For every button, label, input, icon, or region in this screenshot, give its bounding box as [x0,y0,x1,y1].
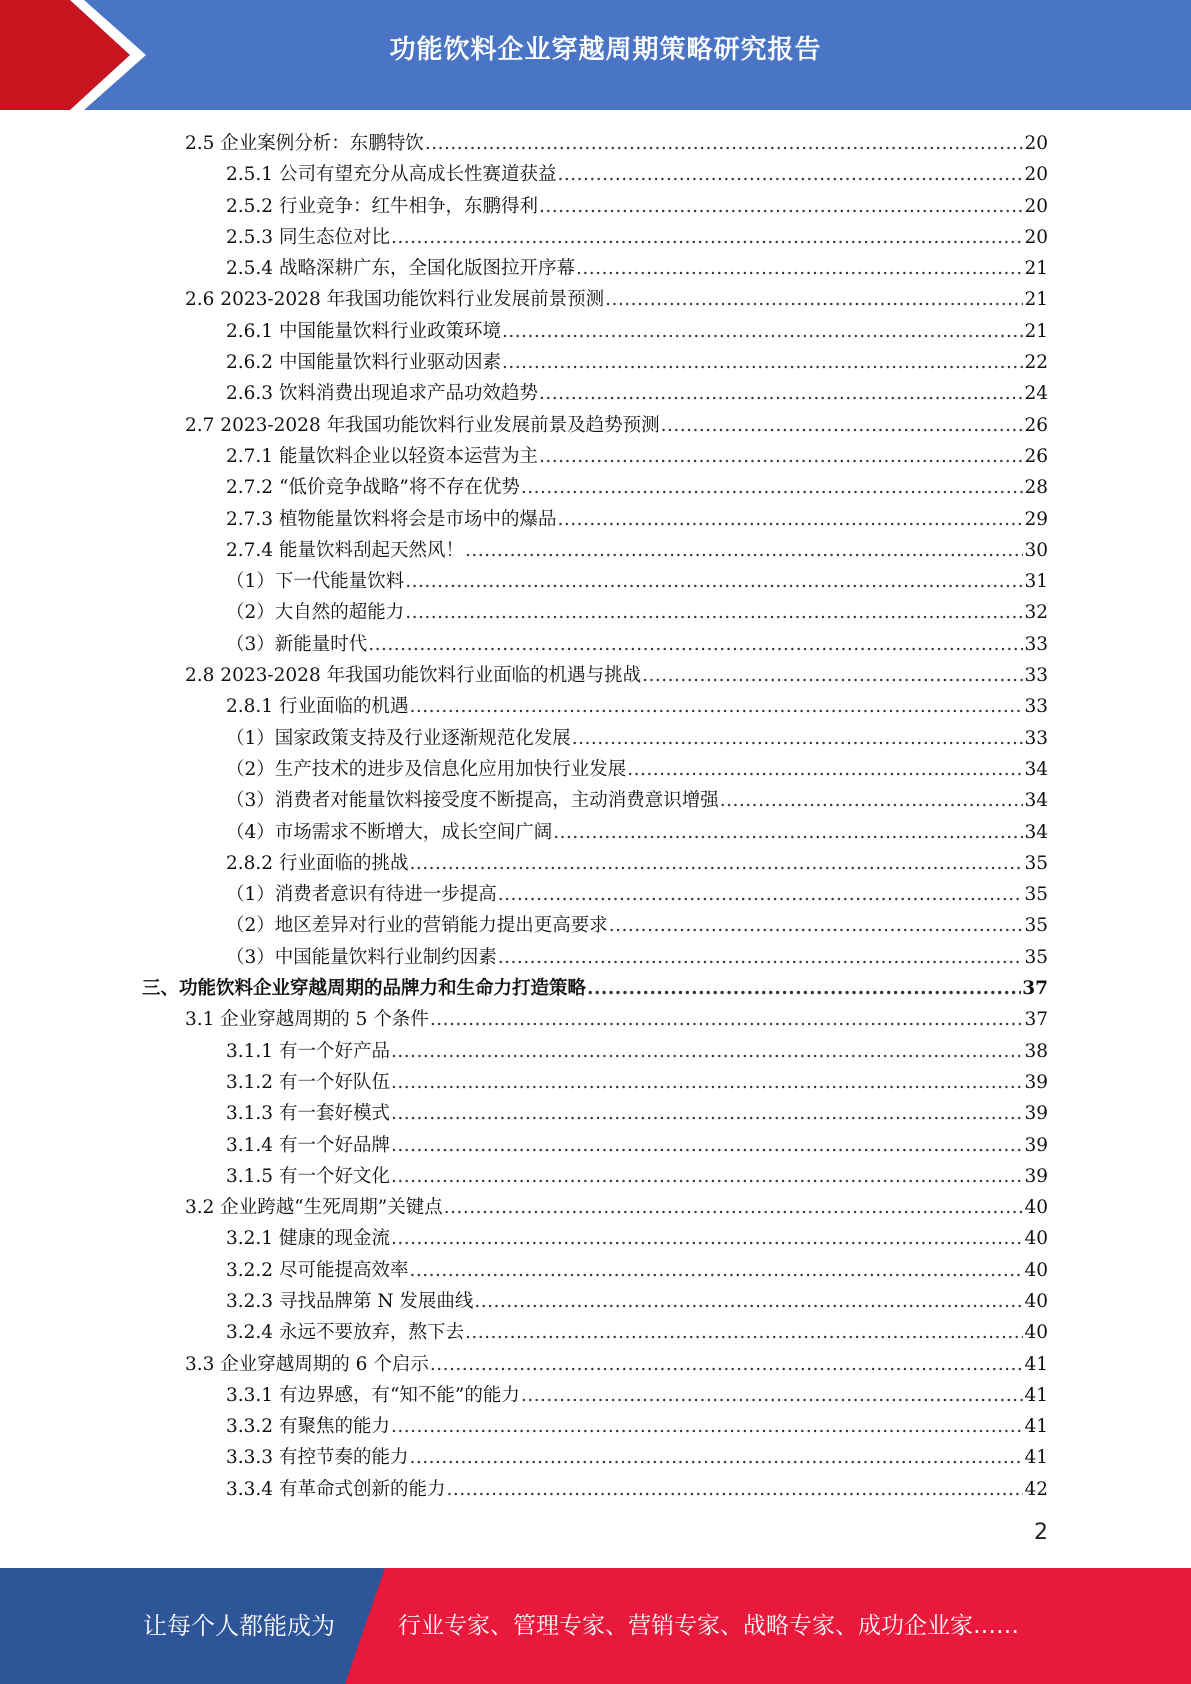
toc-dot-leader [642,660,1023,691]
toc-entry-page: 35 [1024,915,1048,937]
toc-entry-label: 3.2.3 寻找品牌第 N 发展曲线 [226,1290,474,1312]
toc-entry[interactable] [0,159,1191,190]
toc-entry[interactable] [0,347,1191,378]
toc-entry-page: 34 [1024,821,1048,843]
toc-entry-label: 3.1.4 有一个好品牌 [226,1134,390,1156]
footer-slogan-right: 行业专家、管理专家、营销专家、战略专家、成功企业家…… [398,1613,1019,1639]
toc-entry-label: 2.7 2023-2028 年我国功能饮料行业发展前景及趋势预测 [185,414,660,436]
toc-entry[interactable] [0,1036,1191,1067]
toc-entry[interactable] [0,1098,1191,1129]
toc-entry-page: 41 [1024,1353,1048,1375]
toc-entry-label: 3.3.1 有边界感，有“知不能”的能力 [226,1384,520,1406]
toc-entry[interactable] [0,191,1191,222]
toc-entry[interactable] [0,879,1191,910]
toc-dot-leader [391,222,1023,253]
toc-dot-leader [502,347,1023,378]
toc-entry-label: 2.6.2 中国能量饮料行业驱动因素 [226,352,501,374]
toc-entry[interactable] [0,410,1191,441]
toc-dot-leader [498,879,1024,910]
toc-dot-leader [539,191,1023,222]
toc-dot-leader [446,1474,1023,1505]
toc-entry-page: 20 [1024,164,1048,186]
page-number: 2 [1034,1520,1048,1545]
toc-entry[interactable] [0,1223,1191,1254]
toc-entry-page: 33 [1024,727,1048,749]
toc-entry[interactable] [0,910,1191,941]
toc-entry-label: 3.3.2 有聚焦的能力 [226,1416,390,1438]
toc-entry-page: 40 [1024,1259,1048,1281]
toc-entry-page: 42 [1024,1478,1048,1500]
toc-dot-leader [572,723,1024,754]
toc-dot-leader [576,253,1023,284]
toc-entry-label: 3.1 企业穿越周期的 5 个条件 [185,1009,429,1031]
toc-entry-page: 33 [1024,665,1048,687]
toc-entry[interactable] [0,128,1191,159]
toc-entry-label: 2.8 2023-2028 年我国功能饮料行业面临的机遇与挑战 [185,665,642,687]
toc-entry[interactable] [0,973,1191,1004]
toc-entry[interactable] [0,441,1191,472]
toc-entry[interactable] [0,817,1191,848]
toc-entry[interactable] [0,1349,1191,1380]
toc-entry-label: 2.7.3 植物能量饮料将会是市场中的爆品 [226,508,557,530]
toc-entry-label: 2.6 2023-2028 年我国功能饮料行业发展前景预测 [185,289,605,311]
toc-entry-page: 24 [1024,383,1048,405]
toc-dot-leader [465,535,1023,566]
report-title: 功能饮料企业穿越周期策略研究报告 [389,35,822,65]
toc-entry-page: 40 [1024,1322,1048,1344]
toc-entry[interactable] [0,1286,1191,1317]
toc-entry-page: 38 [1024,1040,1048,1062]
toc-dot-leader [409,1255,1023,1286]
toc-entry-page: 39 [1024,1103,1048,1125]
footer-slogan-left: 让每个人都能成为 [143,1612,335,1640]
toc-dot-leader [521,472,1024,503]
toc-dot-leader [465,1317,1023,1348]
toc-entry-page: 41 [1024,1384,1048,1406]
toc-entry[interactable] [0,253,1191,284]
toc-dot-leader [430,1349,1024,1380]
toc-entry[interactable] [0,785,1191,816]
toc-entry-page: 33 [1024,633,1048,655]
toc-dot-leader [720,785,1024,816]
toc-dot-leader [391,1411,1023,1442]
toc-entry[interactable] [0,660,1191,691]
toc-entry[interactable] [0,1442,1191,1473]
toc-entry-label: 3.1.1 有一个好产品 [226,1040,390,1062]
toc-entry[interactable] [0,222,1191,253]
toc-entry[interactable] [0,284,1191,315]
toc-entry-page: 20 [1024,226,1048,248]
toc-entry-label: （2）生产技术的进步及信息化应用加快行业发展 [226,758,627,780]
toc-entry[interactable] [0,535,1191,566]
toc-entry-page: 40 [1024,1290,1048,1312]
toc-entry-page: 39 [1024,1165,1048,1187]
toc-dot-leader [502,316,1023,347]
toc-entry-label: 3.2.2 尽可能提高效率 [226,1259,409,1281]
toc-entry[interactable] [0,1317,1191,1348]
toc-entry-page: 21 [1024,289,1048,311]
toc-dot-leader [557,504,1023,535]
toc-entry-label: （3）新能量时代 [226,633,368,655]
toc-dot-leader [444,1192,1024,1223]
toc-entry[interactable] [0,1130,1191,1161]
page-footer [0,1568,1191,1684]
toc-entry[interactable] [0,1161,1191,1192]
toc-entry-page: 20 [1024,195,1048,217]
toc-dot-leader [661,410,1024,441]
toc-entry-label: 2.5.4 战略深耕广东，全国化版图拉开序幕 [226,258,575,280]
toc-dot-leader [609,910,1024,941]
toc-dot-leader [539,441,1023,472]
toc-entry-page: 40 [1024,1228,1048,1250]
toc-entry-page: 41 [1024,1416,1048,1438]
toc-dot-leader [521,1380,1024,1411]
toc-dot-leader [405,597,1023,628]
toc-entry-label: 2.6.1 中国能量饮料行业政策环境 [226,320,501,342]
toc-dot-leader [391,1223,1023,1254]
page-header [0,0,1191,110]
toc-entry-label: 2.5 企业案例分析：东鹏特饮 [185,133,424,154]
toc-entry-label: 2.5.2 行业竞争：红牛相争，东鹏得利 [226,195,538,217]
toc-entry-label: 3.2.4 永远不要放弃，熬下去 [226,1322,464,1344]
toc-entry-label: （1）国家政策支持及行业逐渐规范化发展 [226,727,571,749]
toc-entry-label: 3.3.4 有革命式创新的能力 [226,1478,446,1500]
toc-entry-page: 33 [1024,696,1048,718]
toc-entry-label: 3.1.3 有一套好模式 [226,1103,390,1125]
toc-entry[interactable] [0,316,1191,347]
toc-entry-page: 28 [1024,477,1048,499]
toc-entry-label: 3.2 企业跨越“生死周期”关键点 [185,1197,443,1219]
toc-entry-page: 40 [1024,1197,1048,1219]
toc-entry[interactable] [0,691,1191,722]
toc-entry-page: 26 [1024,414,1048,436]
toc-entry[interactable] [0,942,1191,973]
toc-dot-leader [391,1130,1023,1161]
toc-entry[interactable] [0,629,1191,660]
toc-dot-leader [409,848,1023,879]
toc-entry-page: 20 [1024,133,1048,154]
toc-entry-label: 2.6.3 饮料消费出现追求产品功效趋势 [226,383,538,405]
toc-entry-page: 35 [1024,884,1048,906]
toc-dot-leader [368,629,1023,660]
toc-entry[interactable] [0,504,1191,535]
toc-entry-page: 22 [1024,352,1048,374]
toc-entry-page: 37 [1024,1009,1048,1031]
toc-entry[interactable] [0,472,1191,503]
toc-entry-page: 21 [1024,320,1048,342]
table-of-contents [0,128,1191,1505]
toc-dot-leader [627,754,1023,785]
toc-dot-leader [498,942,1024,973]
toc-entry[interactable] [0,378,1191,409]
toc-dot-leader [553,817,1023,848]
toc-dot-leader [409,1442,1023,1473]
toc-entry-page: 29 [1024,508,1048,530]
toc-entry-page: 34 [1024,758,1048,780]
toc-entry-label: 2.7.2 “低价竞争战略”将不存在优势 [226,477,520,499]
toc-entry-label: 2.7.4 能量饮料刮起天然风！ [226,539,464,561]
toc-entry[interactable] [0,597,1191,628]
toc-entry-page: 41 [1024,1447,1048,1469]
toc-dot-leader [425,128,1024,159]
toc-entry-page: 37 [1022,978,1048,1000]
toc-entry-label: 三、功能饮料企业穿越周期的品牌力和生命力打造策略 [142,978,587,1000]
toc-entry[interactable] [0,723,1191,754]
toc-entry-page: 30 [1024,539,1048,561]
toc-entry-page: 35 [1024,852,1048,874]
toc-entry-label: 3.1.2 有一个好队伍 [226,1071,390,1093]
toc-entry[interactable] [0,754,1191,785]
toc-dot-leader [557,159,1023,190]
toc-entry-label: （4）市场需求不断增大，成长空间广阔 [226,821,553,843]
toc-entry-label: 3.1.5 有一个好文化 [226,1165,390,1187]
toc-entry-label: 2.7.1 能量饮料企业以轻资本运营为主 [226,445,538,467]
toc-entry-page: 32 [1024,602,1048,624]
toc-entry-page: 35 [1024,946,1048,968]
toc-dot-leader [605,284,1023,315]
toc-dot-leader [405,566,1023,597]
toc-entry-label: 2.5.1 公司有望充分从高成长性赛道获益 [226,164,557,186]
toc-entry-page: 21 [1024,258,1048,280]
toc-entry-label: 3.2.1 健康的现金流 [226,1228,390,1250]
toc-dot-leader [474,1286,1023,1317]
toc-dot-leader [430,1004,1024,1035]
toc-dot-leader [391,1067,1023,1098]
toc-entry[interactable] [0,1255,1191,1286]
toc-entry-label: （3）消费者对能量饮料接受度不断提高，主动消费意识增强 [226,790,719,812]
toc-dot-leader [391,1161,1023,1192]
toc-dot-leader [587,973,1021,1004]
toc-entry[interactable] [0,1004,1191,1035]
toc-entry[interactable] [0,1411,1191,1442]
toc-entry-page: 39 [1024,1134,1048,1156]
toc-entry-label: 2.8.2 行业面临的挑战 [226,852,409,874]
toc-entry[interactable] [0,1474,1191,1505]
toc-entry-label: 3.3.3 有控节奏的能力 [226,1447,409,1469]
toc-entry-page: 39 [1024,1071,1048,1093]
toc-dot-leader [391,1098,1023,1129]
toc-entry-label: （1）下一代能量饮料 [226,571,405,593]
toc-dot-leader [409,691,1023,722]
toc-entry-label: 3.3 企业穿越周期的 6 个启示 [185,1353,429,1375]
toc-dot-leader [539,378,1023,409]
toc-dot-leader [391,1036,1023,1067]
toc-entry-label: 2.8.1 行业面临的机遇 [226,696,409,718]
toc-entry[interactable] [0,1192,1191,1223]
toc-entry[interactable] [0,848,1191,879]
toc-entry[interactable] [0,566,1191,597]
toc-entry-label: （2）大自然的超能力 [226,602,405,624]
toc-entry[interactable] [0,1380,1191,1411]
toc-entry-label: 2.5.3 同生态位对比 [226,226,390,248]
toc-entry-label: （3）中国能量饮料行业制约因素 [226,946,497,968]
toc-entry-page: 34 [1024,790,1048,812]
toc-entry-label: （1）消费者意识有待进一步提高 [226,884,497,906]
toc-entry-page: 31 [1024,571,1048,593]
toc-entry-page: 26 [1024,445,1048,467]
toc-entry-label: （2）地区差异对行业的营销能力提出更高要求 [226,915,608,937]
toc-entry[interactable] [0,1067,1191,1098]
